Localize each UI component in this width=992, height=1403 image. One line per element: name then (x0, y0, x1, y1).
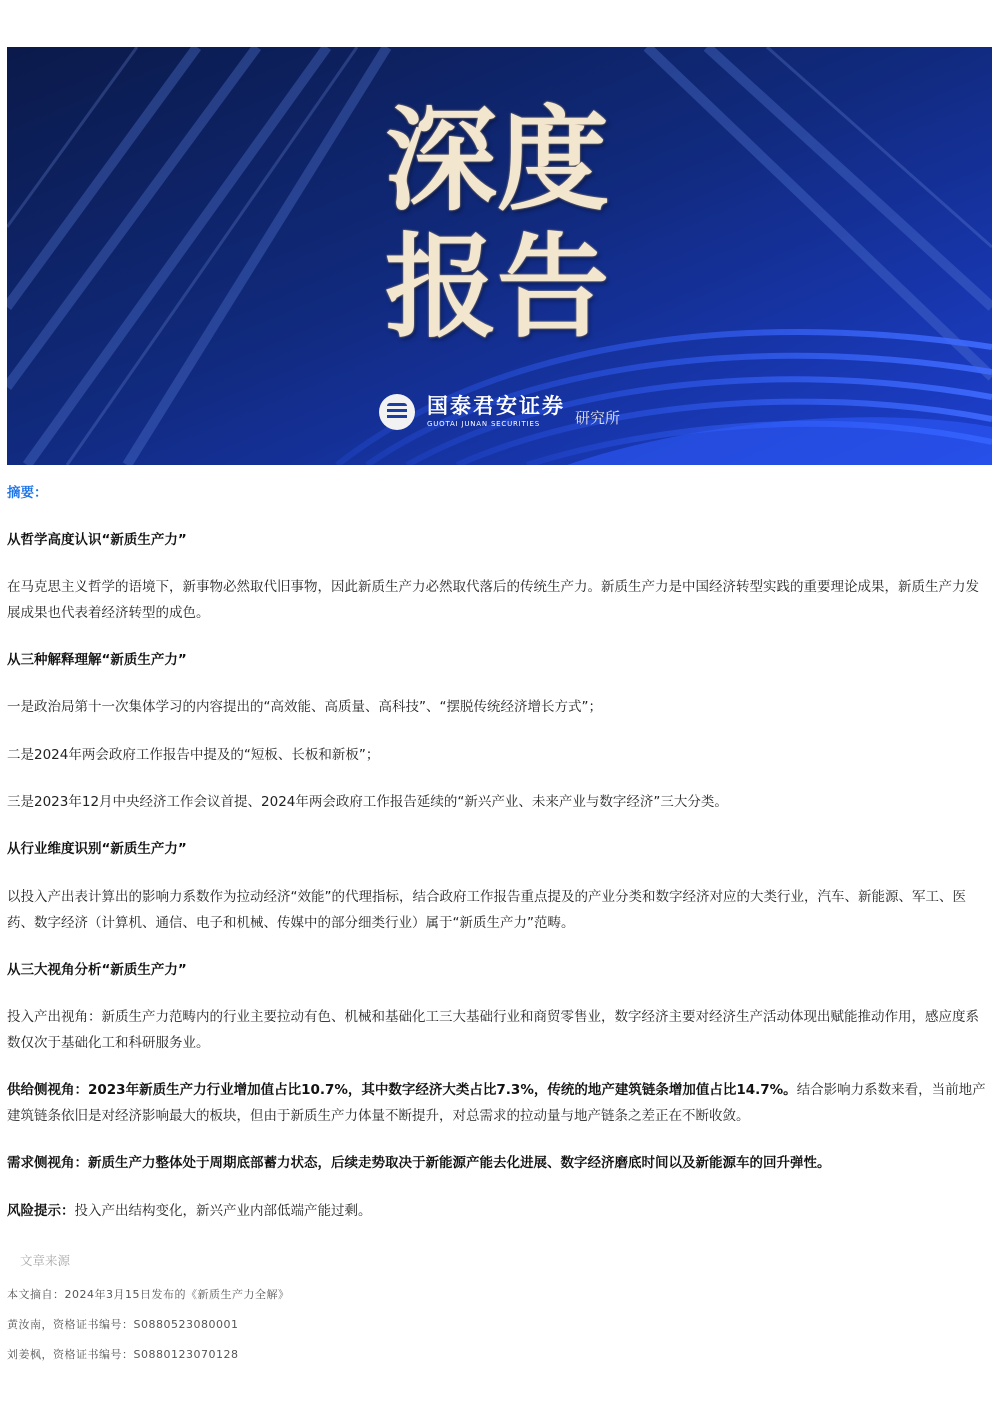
report-banner (7, 47, 992, 465)
banner-title-line1: 深度 (385, 95, 609, 226)
source-line-author-2: 刘姜枫，资格证书编号：S0880123070128 (7, 1348, 239, 1361)
interpretation-item-3: 三是2023年12月中央经济工作会议首提、2024年两会政府工作报告延续的“新兴产业、未来产业与数字经济”三大分类。 (7, 794, 728, 810)
section-heading-three-perspectives: 从三大视角分析“新质生产力” (7, 962, 187, 978)
perspective-demand-side: 需求侧视角：新质生产力整体处于周期底部蓄力状态，后续走势取决于新能源产能去化进展、数字经济磨底时间以及新能源车的回升弹性。 (7, 1155, 831, 1171)
source-line-author-1: 黄汝南，资格证书编号：S0880523080001 (7, 1318, 239, 1331)
company-logo-icon (379, 394, 415, 430)
logo-chinese-name: 国泰君安证券 (427, 394, 565, 418)
company-logo (379, 392, 620, 432)
section-heading-philosophy: 从哲学高度认识“新质生产力” (7, 532, 187, 548)
section-heading-industry: 从行业维度识别“新质生产力” (7, 841, 187, 857)
perspective-input-output: 投入产出视角：新质生产力范畴内的行业主要拉动有色、机械和基础化工三大基础行业和商贸零售业，数字经济主要对经济生产活动体现出赋能推动作用，感应度系数仅次于基础化工和科研服务业。 (7, 1009, 979, 1051)
risk-warning (7, 1198, 987, 1224)
supply-side-rest: 结合影响力系数来看，当前地产建筑链条依旧是对经济影响最大的板块，但由于新质生产力体量不断提升，对总需求的拉动量与地产链条之差正在不断收敛。 (7, 1082, 986, 1124)
abstract-label: 摘要： (7, 485, 48, 501)
banner-title-line2: 报告 (385, 222, 609, 353)
supply-side-bold: 供给侧视角：2023年新质生产力行业增加值占比10.7%，其中数字经济大类占比7.3%，传统的地产建筑链条增加值占比14.7%。 (7, 1082, 797, 1098)
logo-english-name: GUOTAI JUNAN SECURITIES (427, 420, 540, 428)
interpretation-item-2: 二是2024年两会政府工作报告中提及的“短板、长板和新板”； (7, 747, 380, 763)
section-text-industry: 以投入产出表计算出的影响力系数作为拉动经济“效能”的代理指标，结合政府工作报告重点提及的产业分类和数字经济对应的大类行业，汽车、新能源、军工、医药、数字经济（计算机、通信、电子和机械、传媒中的部分细类行业）属于“新质生产力”范畴。 (7, 889, 966, 931)
source-line-report: 本文摘自：2024年3月15日发布的《新质生产力全解》 (7, 1288, 290, 1301)
source-label: 文章来源 (20, 1253, 71, 1268)
risk-label: 风险提示： (7, 1203, 75, 1219)
interpretation-item-1: 一是政治局第十一次集体学习的内容提出的“高效能、高质量、高科技”、“摆脱传统经济增长方式”； (7, 699, 602, 715)
risk-text: 投入产出结构变化，新兴产业内部低端产能过剩。 (74, 1203, 372, 1219)
logo-subtitle: 研究所 (575, 408, 621, 427)
perspective-supply-side (7, 1077, 987, 1129)
section-heading-three-interpretations: 从三种解释理解“新质生产力” (7, 652, 187, 668)
section-text-philosophy: 在马克思主义哲学的语境下，新事物必然取代旧事物，因此新质生产力必然取代落后的传统生产力。新质生产力是中国经济转型实践的重要理论成果，新质生产力发展成果也代表着经济转型的成色。 (7, 579, 979, 621)
